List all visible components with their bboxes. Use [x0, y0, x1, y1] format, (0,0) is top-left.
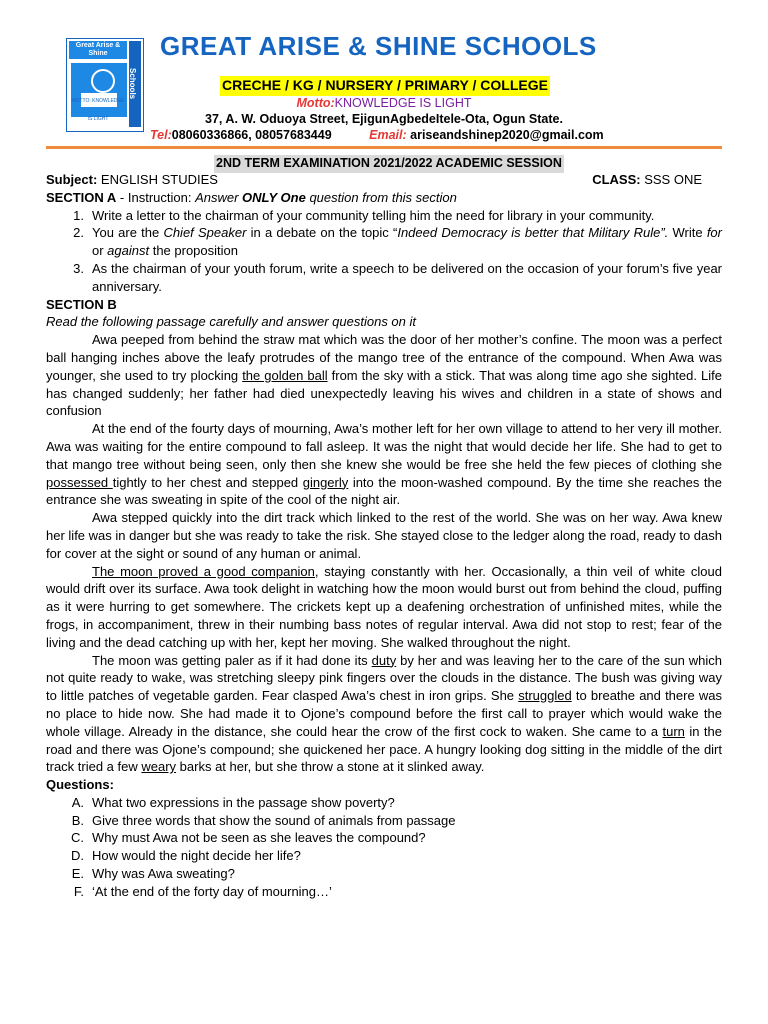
school-name: GREAT ARISE & SHINE SCHOOLS — [160, 31, 597, 61]
header-divider — [46, 146, 722, 149]
question-item: F. ‘At the end of the forty day of mourning…’ — [73, 883, 332, 899]
school-motto: Motto:KNOWLEDGE IS LIGHT — [296, 96, 472, 110]
passage-paragraph-2: At the end of the fourty days of mourning, Awa’s mother left for her own village to attend to her very ill mother. Awa was waiting for the entire compound to fall asleep. It was the night that would decide her life. She had to get to that mango tree without being seen, only then she knew she would be free she held the few pieces of clothing she possessed tightly to her chest and stepped gingerly into the moon-washed compound. By the time she reaches the entrance she was sweating in spite of the cool of the night air. — [46, 421, 722, 508]
question-item: C. Why must Awa not be seen as she leaves the compound? — [71, 830, 426, 846]
subject-value: ENGLISH STUDIES — [100, 172, 218, 187]
section-b-heading: SECTION B — [46, 296, 117, 312]
question-item: E. Why was Awa sweating? — [71, 866, 235, 882]
logo-motto: MOTTO: KNOWLEDGE IS LIGHT — [71, 98, 125, 123]
phone-numbers: 08060336866, 08057683449 — [171, 128, 332, 142]
subject-line: Subject: ENGLISH STUDIES CLASS: SSS ONE — [46, 172, 702, 187]
questions-heading: Questions: — [46, 777, 114, 793]
logo-side-text: Schools — [129, 41, 141, 127]
section-b-instruction: Read the following passage carefully and answer questions on it — [46, 314, 417, 330]
passage-paragraph-1: Awa peeped from behind the straw mat which was the door of her mother’s confine. The moon was a perfect ball hanging inches above the leafy protrudes of the mango tree of the entrance of the compound. When Awa was younger, she used to try plocking the golden ball from the sky with a stick. That was along time ago she sighted. Life has changed suddenly; her father had died unexpectedly leaving his wives and children in a state of shows and confusion — [46, 332, 722, 419]
passage-paragraph-5: The moon was getting paler as if it had done its duty by her and was leaving her to the care of the sun which not quite ready to wake, was stretching sleepy pink fingers over the clouds in the distance. The bush was giving way to little patches of vegetable garden. Fear clasped Awa’s chest in iron grips. She struggled to breathe and there was no place to hide now. She had made it to Ojone’s compound before the first call to prayer which would wake the whole village. Already in the distance, she could hear the crow of the first cock to waken. She came to a turn in the road and there was Ojone’s compound; she quickened her pace. A hungry looking dog sitting in the middle of the dirt track tried a few weary barks at her, but she throw a stone at it slinked away. — [46, 652, 722, 775]
exam-page — [46, 31, 723, 899]
email-address: ariseandshinep2020@gmail.com — [410, 128, 604, 142]
school-header — [46, 31, 722, 170]
school-contact: Tel:08060336866, 08057683449 Email: ariseandshinep2020@gmail.com — [150, 128, 604, 142]
exam-title: 2ND TERM EXAMINATION 2021/2022 ACADEMIC SESSION — [214, 155, 564, 173]
question-item: A. What two expressions in the passage show poverty? — [71, 794, 395, 810]
school-levels: CRECHE / KG / NURSERY / PRIMARY / COLLEGE — [220, 76, 550, 96]
passage-paragraph-3: Awa stepped quickly into the dirt track which linked to the rest of the world. She was on her way. Awa knew her life was in danger but she was ready to take the risk. She stayed close to the ledger along the road, ready to dash for cover at the sight or sound of any human or animal. — [46, 510, 722, 561]
section-a-question-2: 2. You are the Chief Speaker in a debate on the topic “Indeed Democracy is better that Military Rule”. Write for or against the proposition — [73, 225, 722, 259]
logo-text: Great Arise & Shine — [69, 41, 127, 59]
question-item: D. How would the night decide her life? — [71, 848, 301, 864]
question-item: B. Give three words that show the sound of animals from passage — [71, 812, 456, 828]
class-info: CLASS: SSS ONE — [592, 172, 702, 187]
school-address: 37, A. W. Oduoya Street, EjigunAgbedeItele-Ota, Ogun State. — [205, 112, 563, 126]
section-a-question-1: 1. Write a letter to the chairman of your community telling him the need for library in your community. — [73, 207, 655, 223]
passage-paragraph-4: The moon proved a good companion, staying constantly with her. Occasionally, a thin veil of white cloud would drift over its surface. Awa took delight in watching how the moon would burst out from behind the cloud, puffing as it were hurring to get somewhere. The crickets kept up a deafening orchestration of unfinished mites, while the frogs, in accompaniment, threw in their numbing bass notes of regular interval. Awa did not stop to rest; fear of the living and the dead catching up with her, kept her moving. She walked throughout the night. — [46, 563, 723, 650]
exam-body — [46, 171, 722, 901]
section-a-question-3: 3. As the chairman of your youth forum, write a speech to be delivered on the occasion of your forum’s five year anniversary. — [73, 260, 722, 294]
section-a-instruction: SECTION A - Instruction: Answer ONLY One question from this section — [46, 189, 457, 205]
